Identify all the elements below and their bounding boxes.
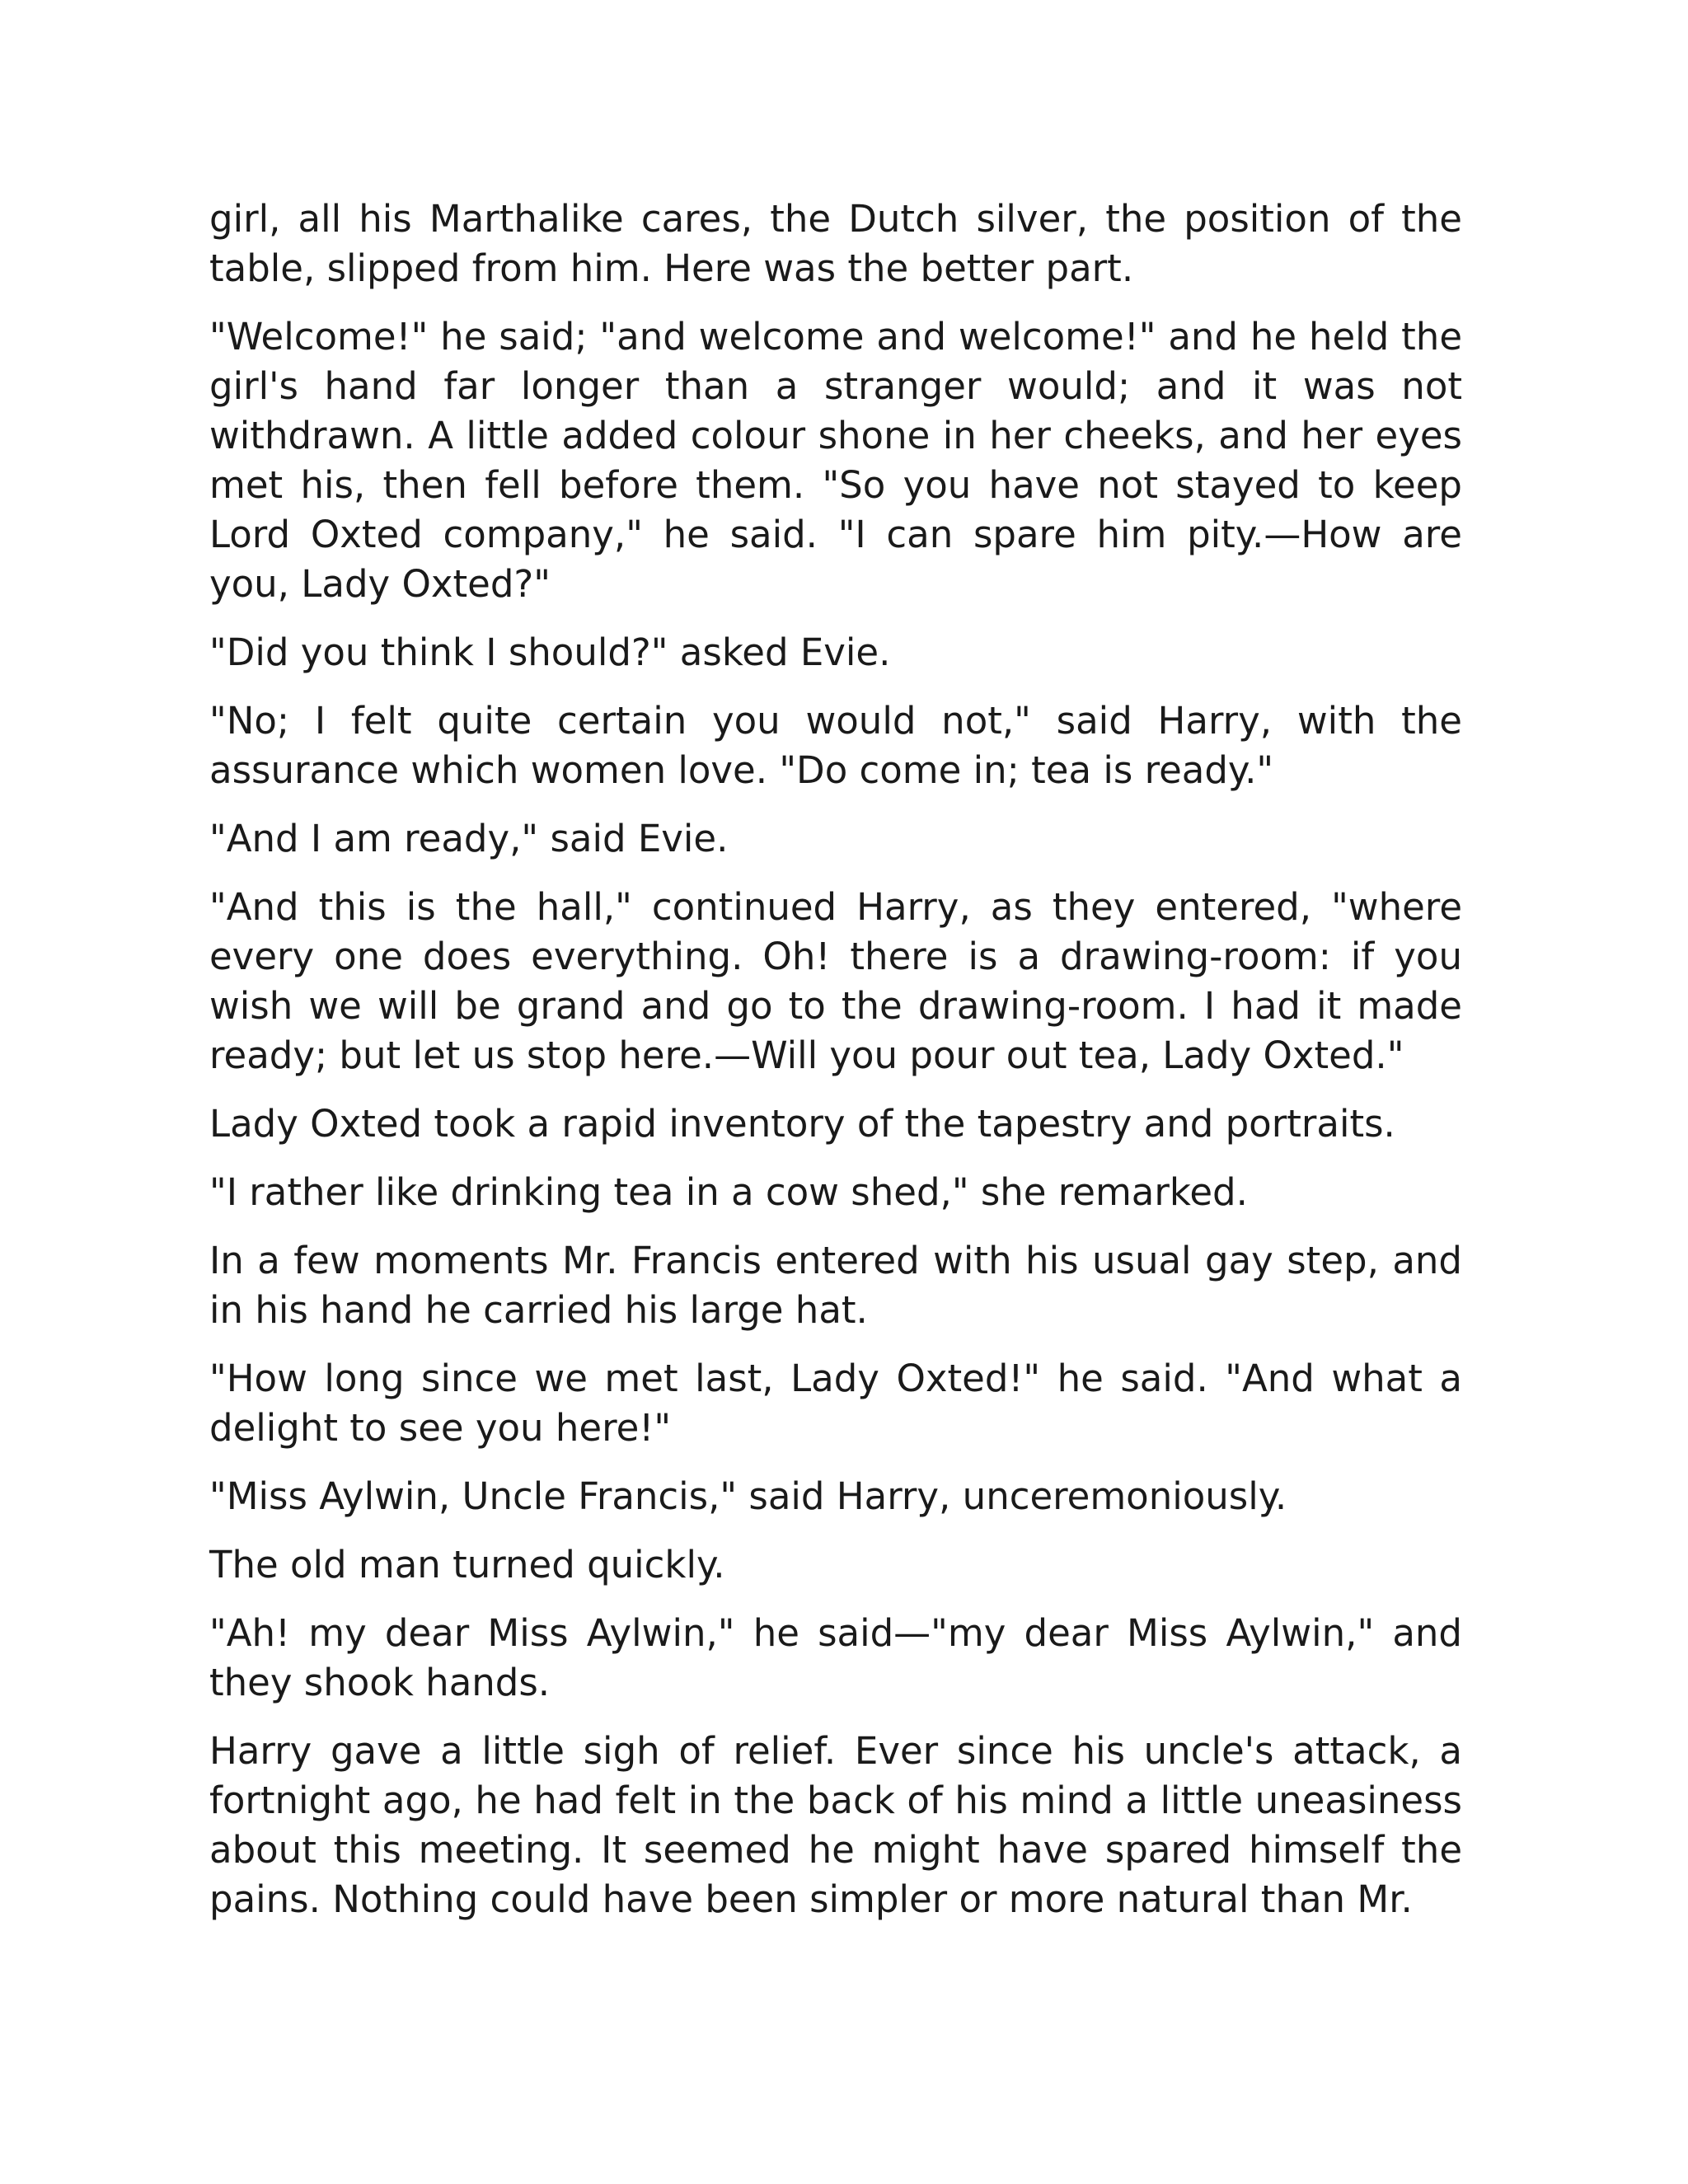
paragraph: girl, all his Marthalike cares, the Dutch silver, the position of the table, slipped from him. Here was the better part. xyxy=(209,197,1462,290)
paragraph: "I rather like drinking tea in a cow shed," she remarked. xyxy=(209,1170,1248,1214)
paragraph: Lady Oxted took a rapid inventory of the tapestry and portraits. xyxy=(209,1102,1395,1146)
paragraph: "Miss Aylwin, Uncle Francis," said Harry, unceremoniously. xyxy=(209,1474,1287,1518)
paragraph: In a few moments Mr. Francis entered with his usual gay step, and in his hand he carried his large hat. xyxy=(209,1239,1462,1332)
paragraph: "And this is the hall," continued Harry, as they entered, "where every one does everything. Oh! there is a drawing-room: if you wish we will be grand and go to the drawing-room. I had it made ready; but let us stop here.—Will you pour out tea, Lady Oxted." xyxy=(209,885,1462,1077)
paragraph: "Did you think I should?" asked Evie. xyxy=(209,630,891,674)
paragraph: "Welcome!" he said; "and welcome and welcome!" and he held the girl's hand far longer than a stranger would; and it was not withdrawn. A little added colour shone in her cheeks, and her eyes met his, then fell before them. "So you have not stayed to keep Lord Oxted company," he said. "I can spare him pity.—How are you, Lady Oxted?" xyxy=(209,315,1462,606)
paragraph: "No; I felt quite certain you would not," said Harry, with the assurance which women love. "Do come in; tea is ready." xyxy=(209,699,1462,792)
paragraph: Harry gave a little sigh of relief. Ever since his uncle's attack, a fortnight ago, he had felt in the back of his mind a little uneasiness about this meeting. It seemed he might have spared himself the pains. Nothing could have been simpler or more natural than Mr. xyxy=(209,1729,1462,1921)
paragraph: The old man turned quickly. xyxy=(209,1543,725,1586)
paragraph: "Ah! my dear Miss Aylwin," he said—"my dear Miss Aylwin," and they shook hands. xyxy=(209,1611,1462,1704)
paragraph: "And I am ready," said Evie. xyxy=(209,817,729,860)
page-text xyxy=(209,194,1462,1943)
paragraph: "How long since we met last, Lady Oxted!" he said. "And what a delight to see you here!" xyxy=(209,1357,1462,1450)
